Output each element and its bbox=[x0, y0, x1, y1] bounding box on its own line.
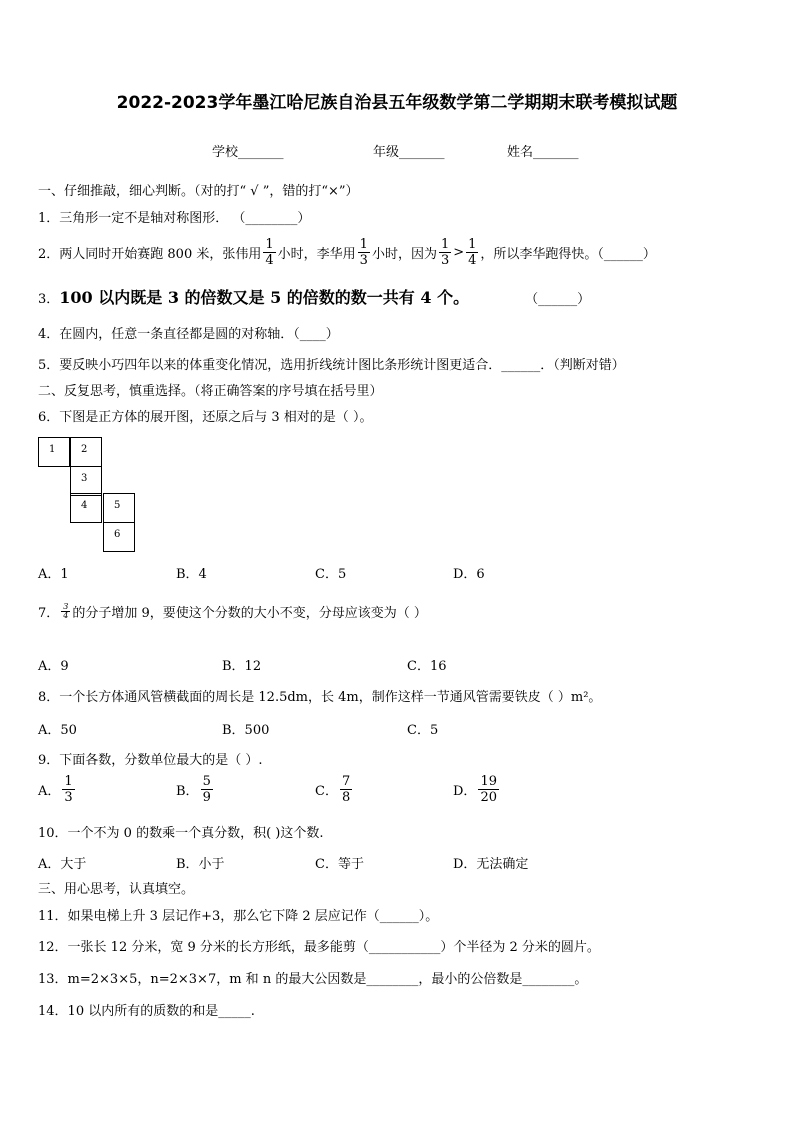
question-7 bbox=[38, 602, 427, 621]
q9-option-b bbox=[176, 774, 215, 805]
q6-option-b: B．4 bbox=[176, 567, 207, 582]
q2-text-c: 小时，因为 bbox=[371, 246, 437, 262]
denominator: 3 bbox=[359, 252, 368, 268]
net-cell: 2 bbox=[70, 437, 102, 467]
numerator: 1 bbox=[265, 236, 274, 252]
fraction-3-4 bbox=[61, 603, 70, 620]
fraction-1-3 bbox=[358, 237, 370, 268]
question-2 bbox=[38, 236, 656, 268]
q9-option-d bbox=[453, 774, 501, 805]
question-8: 8．一个长方体通风管横截面的周长是 12.5dm，长 4m，制作这样一节通风管需要铁皮（ ）m²。 bbox=[38, 690, 602, 705]
q9-option-a bbox=[38, 774, 77, 805]
net-cell: 4 bbox=[70, 493, 102, 523]
numerator: 1 bbox=[468, 236, 477, 252]
q10-option-c: C．等于 bbox=[315, 857, 364, 872]
question-3 bbox=[38, 285, 590, 308]
net-cell: 5 bbox=[103, 493, 135, 523]
q6-option-c: C．5 bbox=[315, 567, 347, 582]
q3-number: 3． bbox=[38, 292, 60, 307]
question-1: 1．三角形一定不是轴对称图形． （________） bbox=[38, 211, 311, 226]
question-12: 12．一张长 12 分米，宽 9 分米的长方形纸，最多能剪（___________）个半径为 2 分米的圆片。 bbox=[38, 940, 600, 955]
numerator: 5 bbox=[202, 774, 211, 789]
numerator: 1 bbox=[64, 774, 73, 789]
net-cell: 3 bbox=[70, 466, 102, 496]
fraction bbox=[62, 774, 74, 805]
section1-heading: 一、仔细推敲，细心判断。（对的打“ √ ”，错的打“×”） bbox=[38, 184, 359, 199]
option-label: D． bbox=[453, 784, 477, 799]
question-11: 11．如果电梯上升 3 层记作+3，那么它下降 2 层应记作（______）。 bbox=[38, 909, 439, 924]
denominator: 4 bbox=[468, 252, 477, 268]
q10-option-d: D．无法确定 bbox=[453, 857, 529, 872]
q9-option-c bbox=[315, 774, 354, 805]
q7-number: 7． bbox=[38, 606, 60, 621]
numerator: 19 bbox=[480, 774, 497, 789]
question-14: 14．10 以内所有的质数的和是_____. bbox=[38, 1004, 255, 1019]
denominator: 9 bbox=[202, 790, 211, 805]
option-label: C． bbox=[315, 784, 338, 799]
numerator: 3 bbox=[63, 602, 69, 611]
section2-heading: 二、反复思考，慎重选择。（将正确答案的序号填在括号里） bbox=[38, 384, 383, 399]
q8-option-a: A．50 bbox=[38, 723, 77, 738]
page-title: 2022-2023学年墨江哈尼族自治县五年级数学第二学期期末联考模拟试题 bbox=[116, 93, 678, 113]
q7-text: 的分子增加 9，要使这个分数的大小不变，分母应该变为（ ） bbox=[72, 606, 427, 621]
question-10: 10．一个不为 0 的数乘一个真分数，积( )这个数. bbox=[38, 826, 324, 841]
section3-heading: 三、用心思考，认真填空。 bbox=[38, 882, 195, 897]
fraction-1-4 bbox=[263, 237, 275, 268]
q2-text-b: 小时，李华用 bbox=[277, 246, 356, 262]
question-4: 4．在圆内，任意一条直径都是圆的对称轴．（____） bbox=[38, 327, 339, 342]
net-cell: 6 bbox=[103, 522, 135, 552]
q2-text-d: ，所以李华跑得快。（______） bbox=[480, 246, 656, 262]
fraction-1-4b bbox=[466, 237, 478, 268]
fraction bbox=[340, 774, 352, 805]
question-6: 6．下图是正方体的展开图，还原之后与 3 相对的是（ ）。 bbox=[38, 410, 373, 425]
q2-text-a: 2．两人同时开始赛跑 800 米，张伟用 bbox=[38, 246, 262, 262]
name-field: 姓名_______ bbox=[507, 145, 579, 160]
denominator: 8 bbox=[341, 790, 351, 805]
q7-option-b: B．12 bbox=[222, 659, 262, 674]
q3-blank: （______） bbox=[525, 292, 591, 307]
question-5: 5．要反映小巧四年以来的体重变化情况，选用折线统计图比条形统计图更适合．______．（判断对错） bbox=[38, 358, 625, 373]
question-13: 13．m=2×3×5，n=2×3×7，m 和 n 的最大公因数是________，最小的公倍数是________。 bbox=[38, 972, 588, 987]
fraction-1-3b bbox=[439, 237, 451, 268]
q8-option-c: C．5 bbox=[407, 723, 439, 738]
q7-option-c: C．16 bbox=[407, 659, 447, 674]
denominator: 4 bbox=[63, 611, 69, 620]
denominator: 20 bbox=[480, 790, 497, 805]
numerator: 1 bbox=[440, 236, 450, 252]
denominator: 3 bbox=[440, 252, 450, 268]
q7-option-a: A．9 bbox=[38, 659, 69, 674]
denominator: 4 bbox=[265, 252, 274, 268]
denominator: 3 bbox=[64, 790, 73, 805]
q8-option-b: B．500 bbox=[222, 723, 270, 738]
school-field: 学校_______ bbox=[212, 145, 284, 160]
question-9: 9．下面各数，分数单位最大的是（ ）. bbox=[38, 753, 263, 768]
q3-text: 100 以内既是 3 的倍数又是 5 的倍数的数一共有 4 个。 bbox=[59, 288, 470, 307]
option-label: B． bbox=[176, 784, 199, 799]
q6-option-d: D．6 bbox=[453, 567, 485, 582]
greater-than: > bbox=[453, 244, 465, 260]
grade-field: 年级_______ bbox=[373, 145, 445, 160]
option-label: A． bbox=[38, 784, 61, 799]
q10-option-a: A．大于 bbox=[38, 857, 87, 872]
fraction bbox=[478, 774, 499, 805]
numerator: 1 bbox=[359, 236, 368, 252]
fraction bbox=[201, 774, 213, 805]
numerator: 7 bbox=[341, 774, 351, 789]
net-cell: 1 bbox=[38, 437, 70, 467]
q6-option-a: A．1 bbox=[38, 567, 69, 582]
q10-option-b: B．小于 bbox=[176, 857, 225, 872]
